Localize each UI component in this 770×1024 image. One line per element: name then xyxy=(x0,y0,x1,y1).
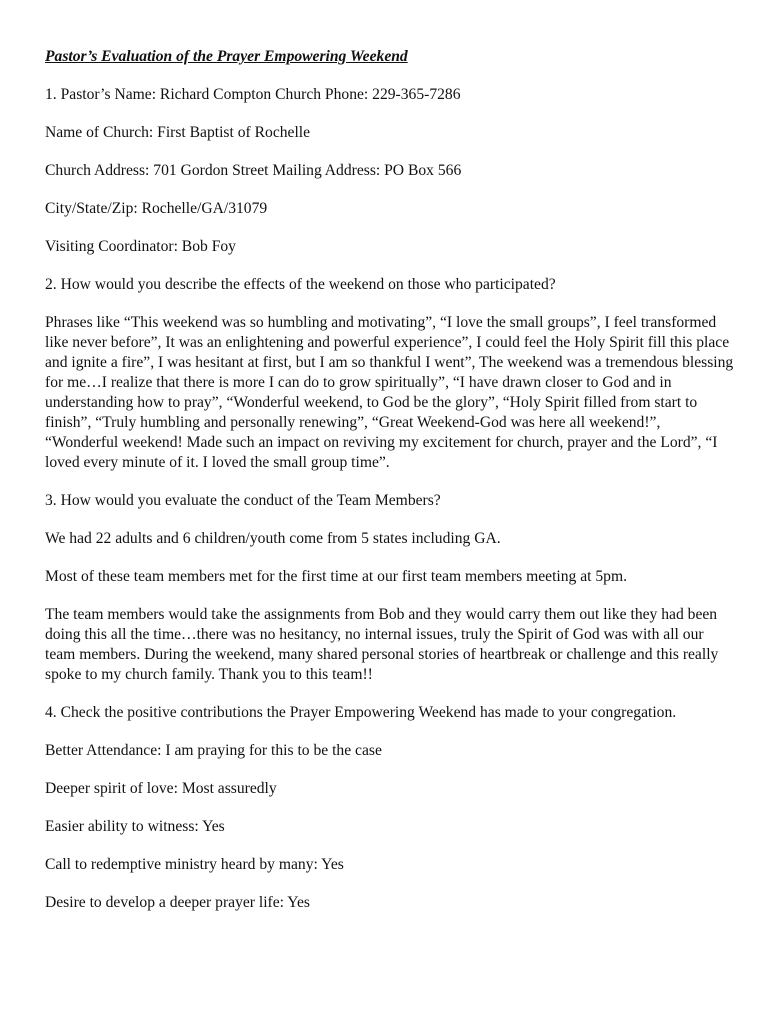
city-state-zip-line: City/State/Zip: Rochelle/GA/31079 xyxy=(45,200,268,217)
document-title: Pastor’s Evaluation of the Prayer Empowering Weekend xyxy=(45,48,408,65)
contribution-prayer-life: Desire to develop a deeper prayer life: Yes xyxy=(45,894,310,911)
church-name-line: Name of Church: First Baptist of Rochelle xyxy=(45,124,311,141)
contribution-ministry: Call to redemptive ministry heard by many: Yes xyxy=(45,856,344,873)
church-address-line: Church Address: 701 Gordon Street Mailing Address: PO Box 566 xyxy=(45,162,462,179)
answer-2: Phrases like “This weekend was so humbling and motivating”, “I love the small groups”, I feel transformed like never before”, It was an enlightening and powerful experience”, I could feel the Holy Spirit fill this place and ignite a fire”, I was hesitant at first, but I am so thankful I went”, The weekend was a tremendous blessing for me…I realize that there is more I can do to grow spiritually”, “I have drawn closer to God and in understanding how to pray”, “Wonderful weekend, to God be the glory”, “Holy Spirit filled from start to finish”, “Truly humbling and personally renewing”, “Great Weekend-God was here all weekend!”, “Wonderful weekend! Made such an impact on reviving my excitement for church, prayer and the Lord”, “I loved every minute of it. I loved the small group time”. xyxy=(45,314,734,471)
answer-3-first-meeting: Most of these team members met for the first time at our first team members meeting at 5pm. xyxy=(45,568,628,585)
answer-3-team-size: We had 22 adults and 6 children/youth come from 5 states including GA. xyxy=(45,530,501,547)
contribution-attendance: Better Attendance: I am praying for this to be the case xyxy=(45,742,382,759)
question-3: 3. How would you evaluate the conduct of the Team Members? xyxy=(45,492,441,509)
pastor-name-line: 1. Pastor’s Name: Richard Compton Church Phone: 229-365-7286 xyxy=(45,86,461,103)
contribution-witness: Easier ability to witness: Yes xyxy=(45,818,225,835)
visiting-coordinator-line: Visiting Coordinator: Bob Foy xyxy=(45,238,236,255)
document-page xyxy=(45,40,735,913)
question-2: 2. How would you describe the effects of the weekend on those who participated? xyxy=(45,276,556,293)
question-4: 4. Check the positive contributions the Prayer Empowering Weekend has made to your congregation. xyxy=(45,704,677,721)
answer-3-conduct: The team members would take the assignments from Bob and they would carry them out like they had been doing this all the time…there was no hesitancy, no internal issues, truly the Spirit of God was with all our team members. During the weekend, many shared personal stories of heartbreak or challenge and this really spoke to my church family. Thank you to this team!! xyxy=(45,606,719,683)
contribution-love: Deeper spirit of love: Most assuredly xyxy=(45,780,277,797)
